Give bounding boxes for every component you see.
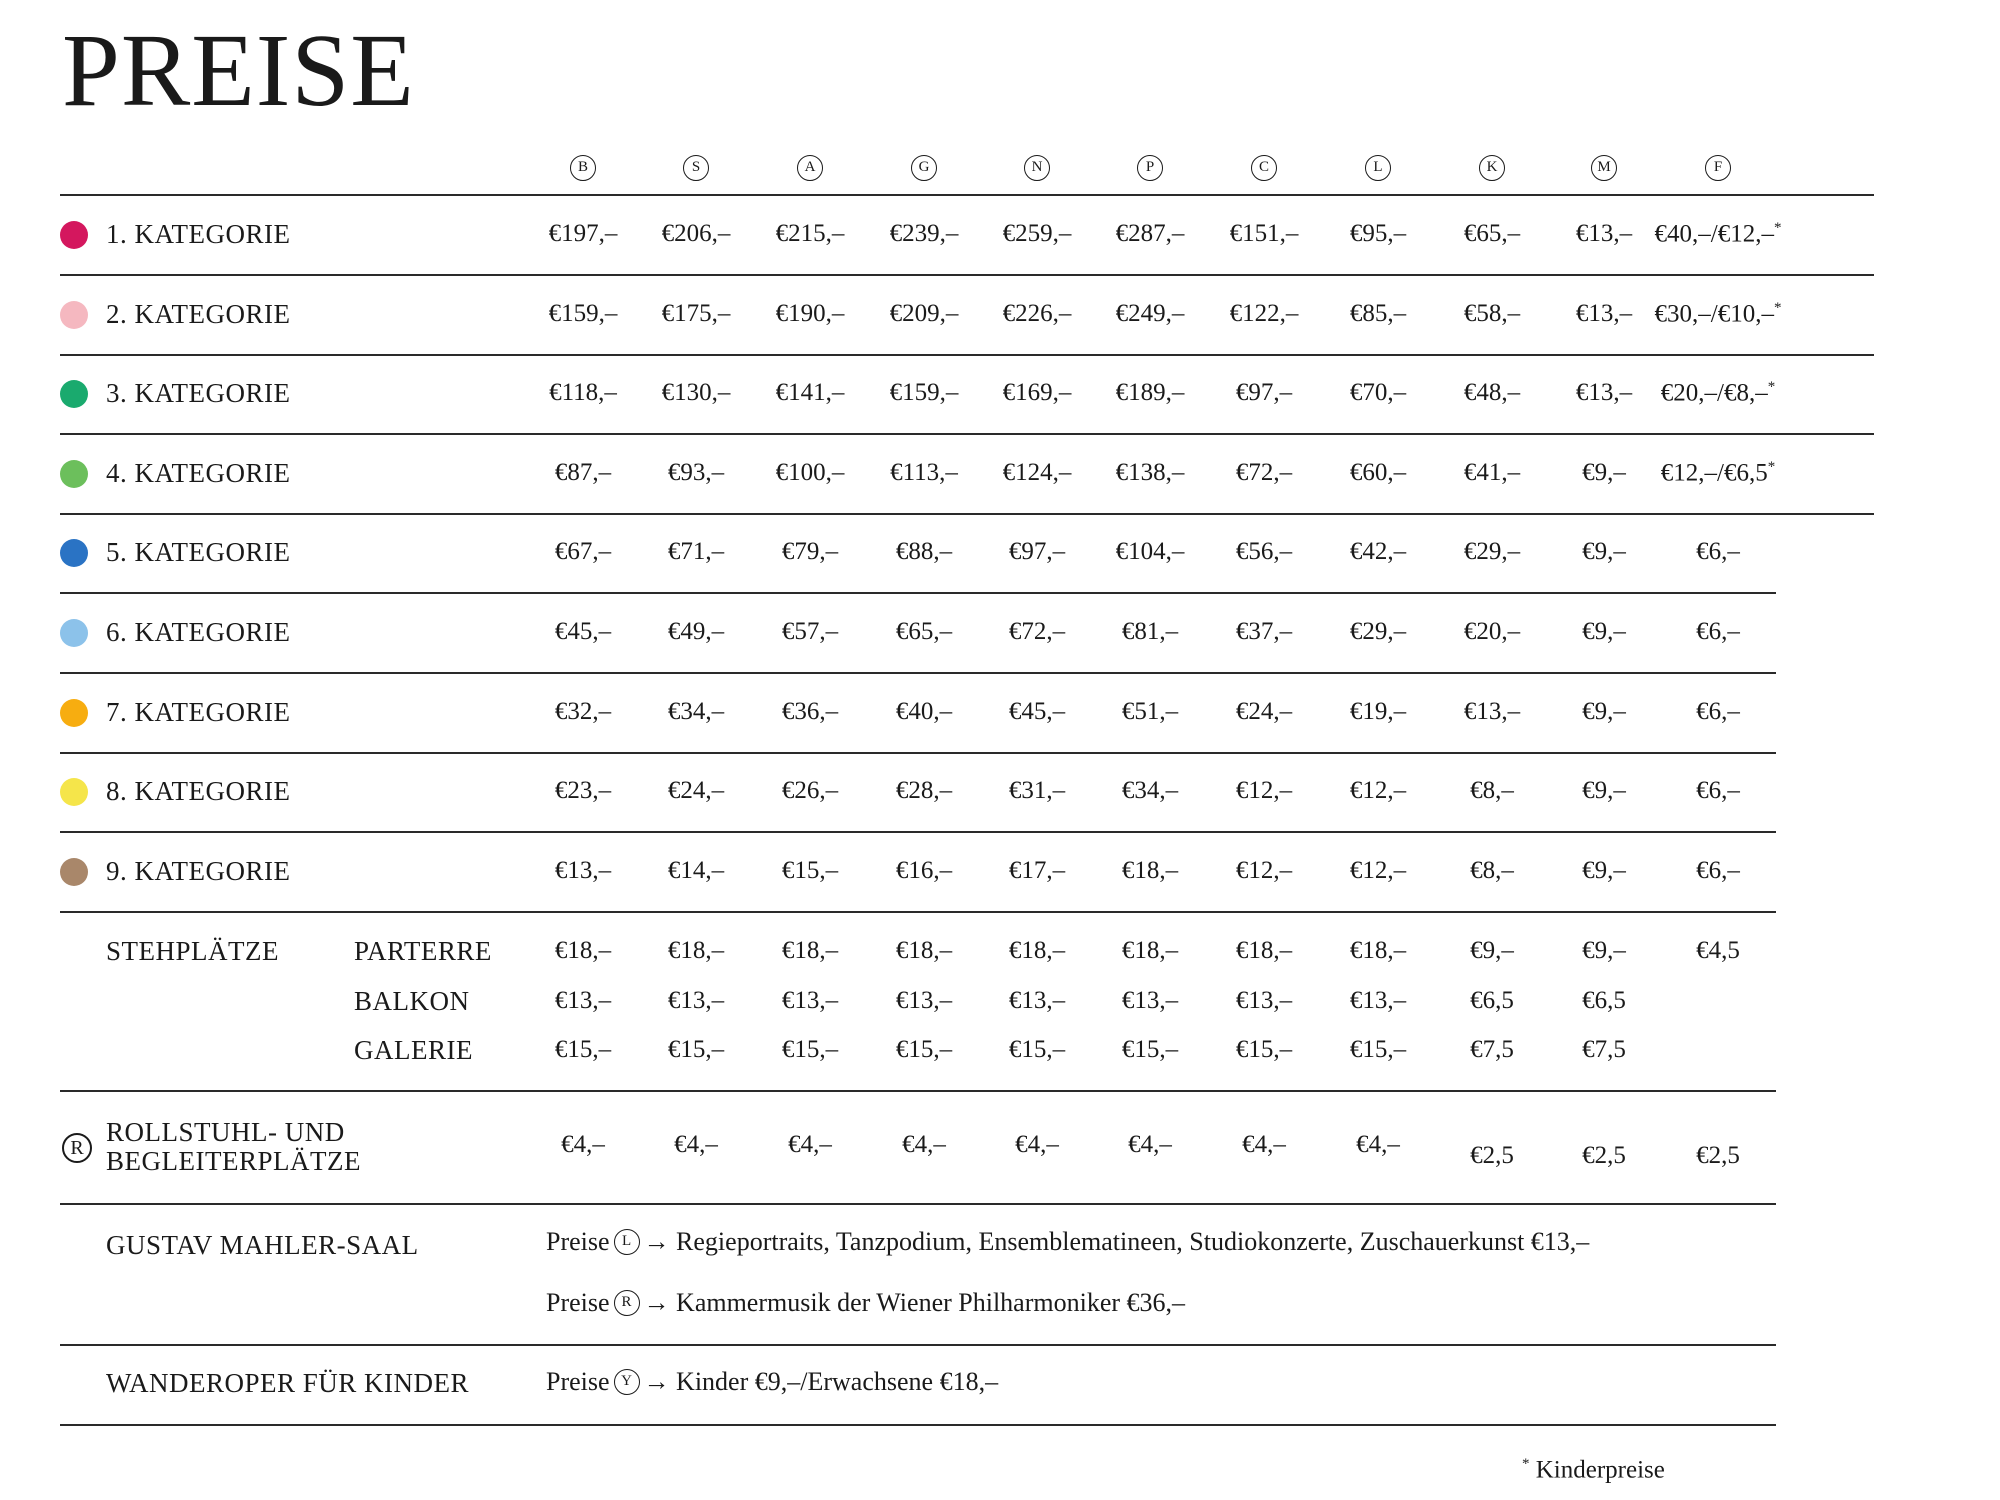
column-badge: B [570, 155, 596, 181]
price-cell: €13,– [1008, 987, 1066, 1014]
price-cell: €9,– [1582, 538, 1626, 566]
price-cell: €49,– [667, 618, 725, 645]
standing-label: STEHPLÄTZE [106, 936, 279, 966]
price-cell: €13,– [1121, 987, 1179, 1014]
column-badge: N [1024, 155, 1050, 181]
row-divider [60, 831, 1776, 833]
column-badge: A [797, 155, 823, 181]
category-label: 6. KATEGORIE [106, 617, 291, 647]
prefix-text: Preise [546, 1227, 610, 1256]
price-cell: €65,– [895, 618, 953, 645]
column-badge: K [1479, 155, 1505, 181]
footnote-marker: * [1522, 1456, 1530, 1472]
price-cell: €15,– [781, 856, 839, 884]
wanderoper-price-line [546, 1367, 998, 1399]
price-code-badge: Y [614, 1369, 640, 1395]
price-cell: €4,– [1356, 1131, 1400, 1158]
price-cell: €28,– [895, 777, 953, 805]
prefix-text: Preise [546, 1367, 610, 1396]
price-cell: €13,– [1575, 379, 1633, 407]
price-cell: €113,– [890, 458, 958, 486]
price-cell: €14,– [667, 856, 725, 884]
price-cell: €4,– [788, 1131, 832, 1158]
price-cell: €48,– [1463, 379, 1521, 407]
price-cell: €151,– [1229, 220, 1299, 247]
price-cell: €4,– [1015, 1131, 1059, 1158]
price-cell: €95,– [1349, 220, 1407, 247]
column-badge: P [1137, 155, 1163, 181]
category-color-dot [60, 380, 88, 408]
category-label: 5. KATEGORIE [106, 537, 291, 568]
price-cell: €24,– [667, 777, 725, 805]
price-cell: €67,– [554, 538, 612, 566]
price-cell: €41,– [1463, 458, 1521, 486]
description-text: → Kammermusik der Wiener Philharmoniker €36,– [643, 1288, 1186, 1317]
row-divider [60, 194, 1874, 196]
column-badge: C [1251, 155, 1277, 181]
price-cell: €141,– [775, 379, 845, 407]
price-cell: €57,– [781, 618, 839, 645]
price-cell: €18,– [1121, 937, 1179, 964]
price-cell: €16,– [895, 856, 953, 884]
price-cell: €122,– [1229, 299, 1299, 327]
price-cell: €4,– [1242, 1131, 1286, 1158]
column-badge: S [683, 155, 709, 181]
price-cell: €15,– [1349, 1036, 1407, 1063]
price-cell: €6,5 [1470, 987, 1514, 1014]
footnote-marker: * [1767, 458, 1776, 475]
price-cell: €15,– [1235, 1036, 1293, 1063]
category-label: 9. KATEGORIE [106, 855, 291, 886]
price-cell: €13,– [1575, 299, 1633, 327]
price-cell: €12,– [1235, 856, 1293, 884]
standing-sublabel: PARTERRE [354, 936, 492, 966]
price-cell: €226,– [1002, 299, 1072, 327]
prefix-text: Preise [546, 1288, 610, 1317]
price-cell: €8,– [1470, 856, 1514, 884]
price-cell: €13,– [1349, 987, 1407, 1014]
price-cell: €70,– [1349, 379, 1407, 407]
price-cell: €6,– [1696, 856, 1740, 884]
wheelchair-label-2: BEGLEITERPLÄTZE [106, 1146, 361, 1176]
category-color-dot [60, 221, 88, 249]
price-cell: €13,– [554, 987, 612, 1014]
wheelchair-label-1: ROLLSTUHL- UND [106, 1117, 345, 1147]
price-cell: €239,– [889, 220, 959, 247]
row-divider [60, 433, 1874, 435]
standing-sublabel: GALERIE [354, 1035, 473, 1065]
price-cell: €13,– [554, 856, 612, 884]
price-cell: €18,– [667, 937, 725, 964]
price-cell: €13,– [895, 987, 953, 1014]
price-cell: €15,– [554, 1036, 612, 1063]
footnote-marker: * [1773, 220, 1782, 236]
price-cell: €51,– [1121, 697, 1179, 725]
price-cell: €45,– [1008, 697, 1066, 725]
category-color-dot [60, 699, 88, 727]
price-cell: €249,– [1115, 299, 1185, 327]
price-cell: €34,– [1121, 777, 1179, 805]
standing-sublabel: BALKON [354, 986, 470, 1016]
price-cell: €2,5 [1470, 1142, 1514, 1169]
row-divider [60, 1090, 1776, 1092]
price-cell: €15,– [1121, 1036, 1179, 1063]
page-title: PREISE [62, 13, 415, 128]
row-divider [60, 1344, 1776, 1346]
description-text: → Regieportraits, Tanzpodium, Ensemblematineen, Studiokonzerte, Zuschauerkunst €13,– [643, 1227, 1590, 1256]
footnote-marker: * [1773, 299, 1782, 316]
row-divider [60, 513, 1874, 515]
price-cell: €169,– [1002, 379, 1072, 407]
price-cell: €23,– [554, 777, 612, 805]
row-divider [60, 274, 1874, 276]
price-cell: €9,– [1470, 937, 1514, 964]
price-code-badge: R [614, 1290, 640, 1316]
price-cell: €26,– [781, 777, 839, 805]
category-color-dot [60, 858, 88, 886]
price-cell: €9,– [1582, 697, 1626, 725]
price-cell: €65,– [1463, 220, 1521, 247]
price-cell: €79,– [781, 538, 839, 566]
price-cell: €20,– [1463, 618, 1521, 645]
row-divider [60, 354, 1874, 356]
price-cell: €15,– [895, 1036, 953, 1063]
row-divider [60, 752, 1776, 754]
category-color-dot [60, 301, 88, 329]
price-cell: €9,– [1582, 618, 1626, 645]
price-cell: €118,– [549, 379, 617, 407]
price-cell: €87,– [554, 458, 612, 486]
price-cell: €6,– [1696, 618, 1740, 645]
price-cell: €18,– [1121, 856, 1179, 884]
price-cell: €159,– [889, 379, 959, 407]
mahler-price-line [546, 1288, 1185, 1320]
price-cell: €9,– [1582, 937, 1626, 964]
description-text: → Kinder €9,–/Erwachsene €18,– [643, 1367, 999, 1396]
price-cell: €209,– [889, 299, 959, 327]
price-cell: €12,– [1349, 777, 1407, 805]
price-cell: €13,– [1235, 987, 1293, 1014]
price-cell: €2,5 [1582, 1142, 1626, 1169]
price-cell: €34,– [667, 697, 725, 725]
mahler-price-line [546, 1227, 1589, 1259]
column-badge: M [1591, 155, 1617, 181]
price-cell: €97,– [1235, 379, 1293, 407]
price-cell: €4,– [674, 1131, 718, 1158]
price-cell: €15,– [667, 1036, 725, 1063]
price-cell: €24,– [1235, 697, 1293, 725]
price-cell: €4,– [1128, 1131, 1172, 1158]
category-label: 3. KATEGORIE [106, 378, 291, 409]
price-cell: €18,– [1349, 937, 1407, 964]
price-cell: €31,– [1008, 777, 1066, 805]
wheelchair-badge: R [62, 1133, 92, 1163]
price-cell: €104,– [1115, 538, 1185, 566]
row-divider [60, 592, 1776, 594]
price-cell: €81,– [1121, 618, 1179, 645]
row-divider [60, 1203, 1776, 1205]
price-cell: €7,5 [1582, 1036, 1626, 1063]
price-cell: €6,– [1696, 777, 1740, 805]
row-divider [60, 1424, 1776, 1426]
price-cell: €7,5 [1470, 1036, 1514, 1063]
price-cell: €100,– [775, 458, 845, 486]
price-cell: €45,– [554, 618, 612, 645]
price-cell: €58,– [1463, 299, 1521, 327]
price-cell: €2,5 [1696, 1142, 1740, 1169]
price-cell: €29,– [1463, 538, 1521, 566]
footnote: * Kinderpreise [1522, 1456, 1665, 1484]
price-cell: €4,– [561, 1131, 605, 1158]
price-cell: €29,– [1349, 618, 1407, 645]
price-cell: €32,– [554, 697, 612, 725]
price-cell: €40,–/€12,–* [1654, 220, 1782, 248]
mahler-label: GUSTAV MAHLER-SAAL [106, 1230, 419, 1260]
price-cell: €85,– [1349, 299, 1407, 327]
price-cell: €60,– [1349, 458, 1407, 486]
column-badge: F [1705, 155, 1731, 181]
price-cell: €36,– [781, 697, 839, 725]
price-cell: €18,– [1008, 937, 1066, 964]
price-cell: €9,– [1582, 458, 1626, 486]
price-cell: €18,– [895, 937, 953, 964]
price-cell: €18,– [1235, 937, 1293, 964]
price-cell: €88,– [895, 538, 953, 566]
price-cell: €42,– [1349, 538, 1407, 566]
price-cell: €19,– [1349, 697, 1407, 725]
price-cell: €72,– [1235, 458, 1293, 486]
price-code-badge: L [614, 1229, 640, 1255]
price-cell: €71,– [667, 538, 725, 566]
price-cell: €215,– [775, 220, 845, 247]
price-cell: €20,–/€8,–* [1660, 379, 1776, 407]
price-cell: €40,– [895, 697, 953, 725]
price-cell: €97,– [1008, 538, 1066, 566]
column-badge: G [911, 155, 937, 181]
price-cell: €12,–/€6,5* [1660, 458, 1776, 487]
price-cell: €18,– [554, 937, 612, 964]
price-cell: €13,– [1463, 697, 1521, 725]
row-divider [60, 672, 1776, 674]
category-label: 2. KATEGORIE [106, 298, 291, 329]
price-cell: €4,– [902, 1131, 946, 1158]
price-cell: €9,– [1582, 777, 1626, 805]
price-cell: €17,– [1008, 856, 1066, 884]
price-cell: €93,– [667, 458, 725, 486]
column-badge: L [1365, 155, 1391, 181]
price-cell: €37,– [1235, 618, 1293, 645]
price-cell: €197,– [548, 220, 618, 247]
price-cell: €124,– [1002, 458, 1072, 486]
footnote-marker: * [1767, 379, 1776, 396]
price-cell: €130,– [661, 379, 731, 407]
price-cell: €13,– [781, 987, 839, 1014]
price-cell: €138,– [1115, 458, 1185, 486]
price-cell: €190,– [775, 299, 845, 327]
price-cell: €159,– [548, 299, 618, 327]
price-cell: €56,– [1235, 538, 1293, 566]
category-label: 4. KATEGORIE [106, 457, 291, 488]
price-cell: €13,– [667, 987, 725, 1014]
price-cell: €30,–/€10,–* [1654, 299, 1782, 327]
category-color-dot [60, 460, 88, 488]
price-cell: €18,– [781, 937, 839, 964]
price-cell: €6,– [1696, 538, 1740, 566]
price-cell: €4,5 [1696, 937, 1740, 964]
price-cell: €6,– [1696, 697, 1740, 725]
price-cell: €12,– [1349, 856, 1407, 884]
row-divider [60, 911, 1776, 913]
price-cell: €287,– [1115, 220, 1185, 247]
price-cell: €9,– [1582, 856, 1626, 884]
price-cell: €15,– [781, 1036, 839, 1063]
price-cell: €175,– [661, 299, 731, 327]
price-cell: €206,– [661, 220, 731, 247]
category-color-dot [60, 778, 88, 806]
category-label: 7. KATEGORIE [106, 696, 291, 727]
wanderoper-label: WANDEROPER FÜR KINDER [106, 1368, 470, 1398]
category-label: 8. KATEGORIE [106, 776, 291, 807]
price-cell: €259,– [1002, 220, 1072, 247]
price-cell: €13,– [1575, 220, 1633, 247]
price-cell: €12,– [1235, 777, 1293, 805]
category-color-dot [60, 619, 88, 647]
category-color-dot [60, 539, 88, 567]
category-label: 1. KATEGORIE [106, 219, 291, 249]
price-cell: €15,– [1008, 1036, 1066, 1063]
price-cell: €6,5 [1582, 987, 1626, 1014]
price-cell: €72,– [1008, 618, 1066, 645]
price-cell: €189,– [1115, 379, 1185, 407]
price-cell: €8,– [1470, 777, 1514, 805]
